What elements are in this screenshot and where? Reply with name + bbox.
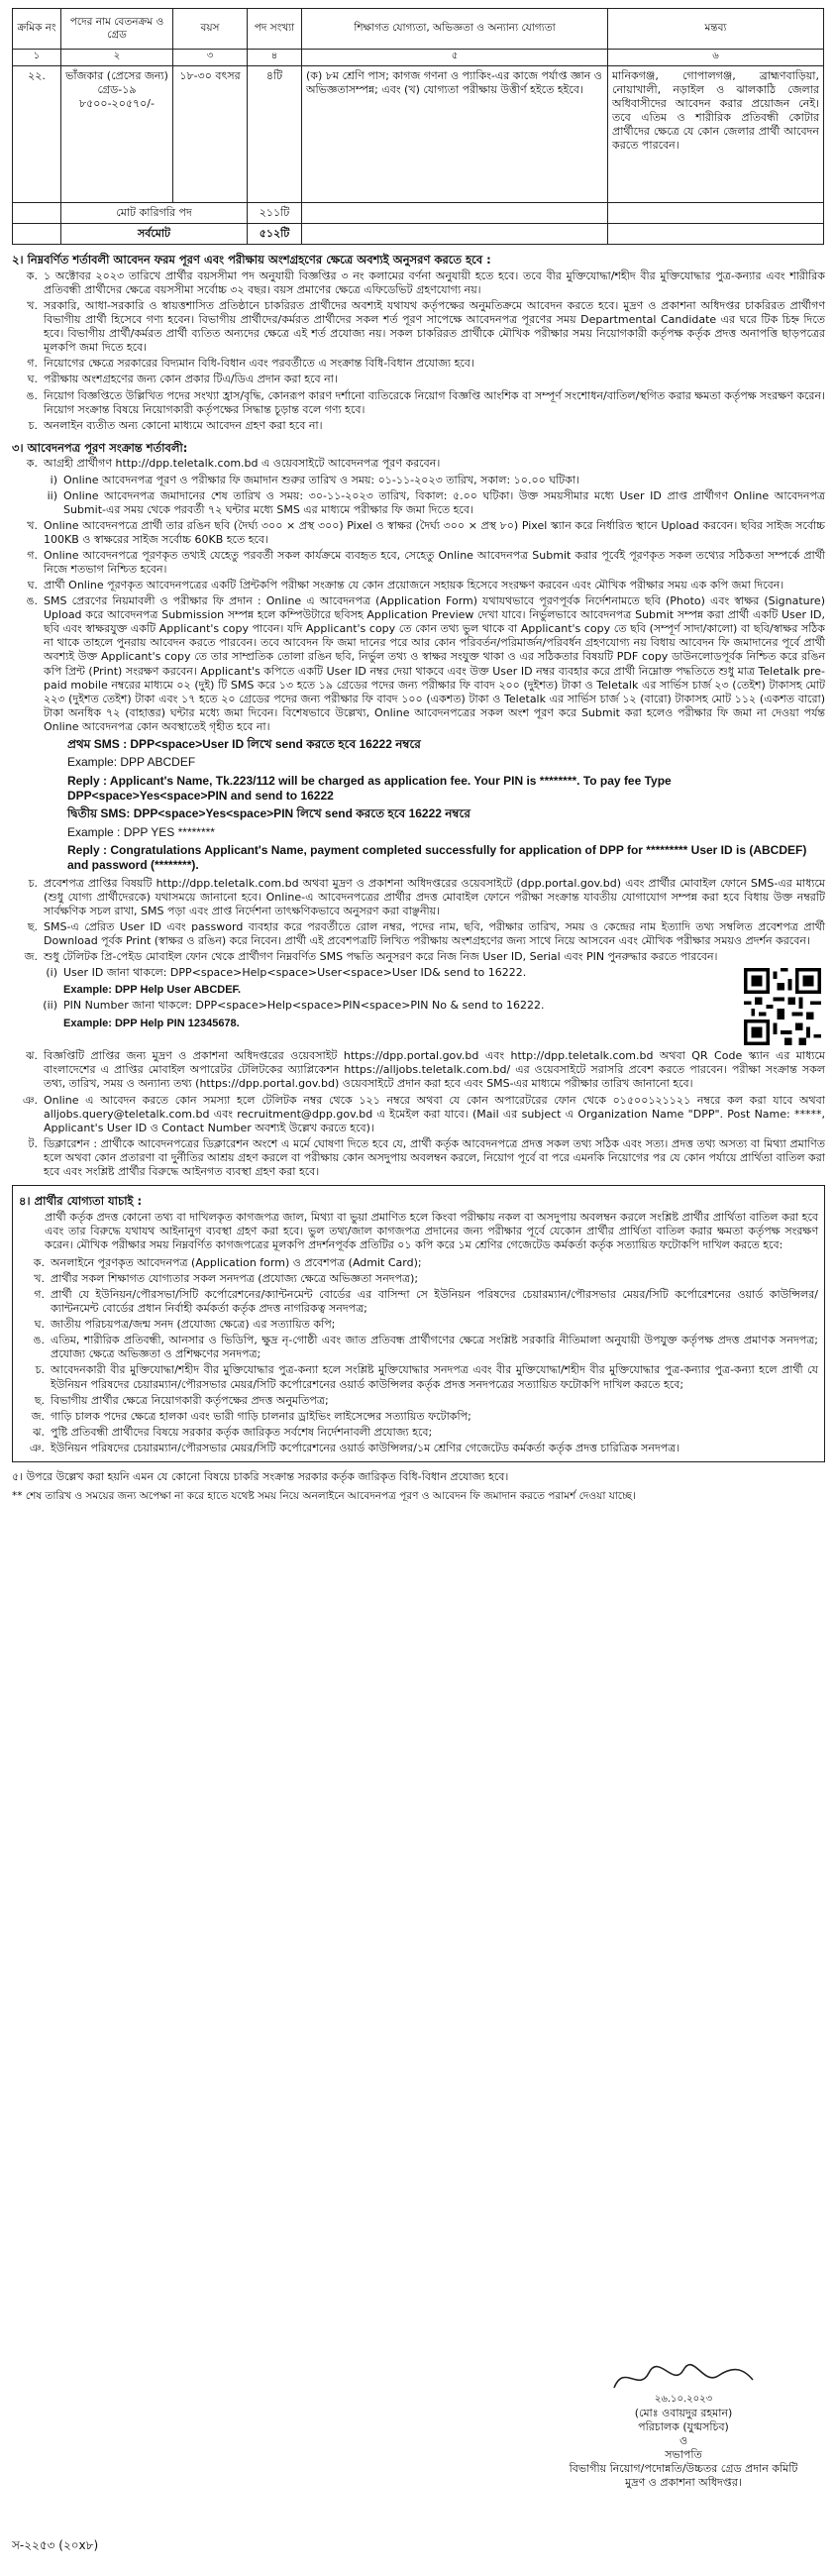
item-label: ঞ. bbox=[22, 1093, 38, 1107]
item-label: ঙ. bbox=[33, 1334, 45, 1347]
verification-intro: প্রার্থী কর্তৃক প্রদত্ত কোনো তথ্য বা দাখিলকৃত কাগজপত্র জাল, মিথ্যা বা ভুয়া প্রমাণিত হলে কিংবা পরীক্ষায় নকল বা অসদুপায় অবলম্বন করলে সংশ্লিষ্ট প্রার্থীর প্রার্থিতা বাতিল করা হবে এবং তার বিরুদ্ধে যথাযথ আইনানুগ ব্যবস্থা গ্রহণ করা হবে। ভুল তথ্য/জাল কাগজপত্র প্রদানের জন্য পরীক্ষার পূর্বে যেকোন প্রার্থীর প্রার্থিতা বাতিল করার ক্ষমতা কর্তৃপক্ষ সংরক্ষণ করেন। মৌখিক পরীক্ষার সময় নিম্নবর্ণিত কাগজপত্রের মূলকপি প্রদর্শনপূর্বক প্রতিটির ০১ কপি করে ১ম শ্রেণির গেজেটেড কর্মকর্তা কর্তৃক সত্যায়িত ফটোকপি দাখিল করতে হবে: bbox=[45, 1210, 818, 1251]
item-label: খ. bbox=[27, 299, 38, 313]
list-item: ক. আগ্রহী প্রার্থীগণ http://dpp.teletalk.com.bd এ ওয়েবসাইটে আবেদনপত্র পূরণ করবেন। bbox=[12, 457, 825, 471]
section-verification bbox=[12, 1185, 825, 1462]
item-text: Online এ আবেদন করতে কোন সমস্যা হলে টেলিটক নম্বর থেকে ১২১ নম্বরে অথবা যে কোন অপারেটরের ফোন থেকে ০১৫০০১২১১২১ নম্বরে কল করা যাবে অথবা alljobs.query@teletalk.com.bd এবং recruitment@dpp.gov.bd এ ইমেইল করা যাবে। (Mail এর subject এ Organization Name "DPP". Post Name: *****, Applicant's User ID ও Contact Number অবশ্যই উল্লেখ করতে হবে)। bbox=[44, 1093, 825, 1134]
item-text: এতিম, শারীরিক প্রতিবন্ধী, আনসার ও ভিডিপি, ক্ষুদ্র নৃ-গোষ্ঠী এবং জাত প্রতিবন্ধ প্রার্থীগণের ক্ষেত্রে সংশ্লিষ্ট সরকারি নীতিমালা অনুযায়ী উপযুক্ত কর্তৃপক্ষ প্রদত্ত প্রমাণক সনদপত্র; প্রযোজ্য ক্ষেত্রে অভিজ্ঞতা ও প্রশিক্ষণের সনদপত্র; bbox=[51, 1334, 818, 1361]
section-heading: ৪। প্রার্থীর যোগ্যতা যাচাই : bbox=[19, 1193, 143, 1208]
item-label: i) bbox=[50, 473, 57, 486]
age-limit: ১৮-৩০ বৎসর bbox=[173, 66, 248, 203]
list-item bbox=[19, 1272, 818, 1286]
item-text: SMS প্রেরণের নিয়মাবলী ও পরীক্ষার ফি প্রদান : Online এ আবেদনপত্র (Application Form) যথাযথভাবে পূরণপূর্বক নির্দেশনামতে ছবি (Photo) এবং স্বাক্ষর (Signature) Upload করে আবেদনপত্র Submission সম্পন্ন হলে কম্পিউটারে ছবিসহ Application Preview দেখা যাবে। নির্ভুলভাবে আবেদনপত্র Submit সম্পন্ন করা প্রার্থী একটি User ID, ছবি এবং স্বাক্ষরযুক্ত একটি Applicant's copy পাবেন। যদি Applicant's copy তে কোন তথ্য ভুল থাকে বা Applicant's copy তে ছবি (সম্পূর্ণ সাদা/কালো) বা ছবি/স্বাক্ষর সঠিক না থাকে তাহলে পুনরায় আবেদন করতে পারবেন। তবে আবেদন ফি জমা দানের পরে আর কোন পরিবর্তন/পরিমার্জন/পরিবর্ধন গ্রহণযোগ্য নয় বিধায় আবেদন ফি জমাদানের পূর্বে প্রার্থী অবশ্যই উক্ত Applicant's copy তে তার সাম্প্রতিক তোলা রঙিন ছবি, নির্ভুল তথ্য ও স্বাক্ষর সংযুক্ত থাকা ও এর সঠিকতার বিষয়টি PDF copy ডাউনলোডপূর্বক নিশ্চিত করে রঙিন কপি প্রিন্ট (Print) সংরক্ষণ করবেন। Applicant's কপিতে একটি User ID নম্বর দেয়া থাকবে এবং উক্ত User ID নম্বর ব্যবহার করে প্রার্থী নিম্নোক্ত পদ্ধতিতে শুধু মাত্র Teletalk pre-paid mobile নম্বরের মাধ্যমে ০২ (দুই) টি SMS করে ১৩ হতে ১৯ গ্রেডের পদের জন্য পরীক্ষার ফি বাবদ ২০০ (দুইশত) টাকা ও Teletalk এর সার্ভিস চার্জ ২৩ (তেইশ) টাকাসহ মোট ২২৩ (দুইশত তেইশ) টাকা এবং ১৭ হতে ২০ গ্রেডের পদের জন্য পরীক্ষার ফি বাবদ ১০০ (একশত) টাকা ও Teletalk এর সার্ভিস চার্জ ১২ (বারো) টাকাসহ মোট ১১২ (একশত বারো) টাকা অনধিক ৭২ (বাহাত্তর) ঘন্টার মধ্যে জমা দিবেন। বিশেষভাবে উল্লেখ্য, Online আবেদনপত্রের সকল অংশ পূরণ করে Submit করা হলেও পরীক্ষার ফি জমা না দেওয়া পর্যন্ত Online আবেদনপত্র কোন অবস্থাতেই গৃহীত হবে না। bbox=[44, 594, 825, 733]
item-text: SMS-এ প্রেরিত User ID এবং password ব্যবহার করে পরবর্তীতে রোল নম্বর, পদের নাম, ছবি, পরীক্ষার তারিখ, সময় ও কেন্দ্রের নাম ইত্যাদি তথ্য সম্বলিত প্রবেশপত্র প্রার্থী Download পূর্বক Print (স্বাক্ষর ও রঙিন) করে নিবেন। প্রার্থী এই প্রবেশপত্রটি লিখিত পরীক্ষায় অংশগ্রহণের জন্য সাথে নিয়ে আসবেন এবং মৌখিক পরীক্ষার সময়ও প্রদর্শন করবেন। bbox=[44, 920, 825, 948]
item-text: Online আবেদনপত্রে পূরণকৃত তথ্যই যেহেতু পরবর্তী সকল কার্যক্রমে ব্যবহৃত হবে, সেহেতু Online আবেদনপত্র Submit করার পূর্বেই পূরণকৃত সকল তথ্যের সঠিকতা সম্পর্কে প্রার্থী নিজে শতভাগ নিশ্চিত হবেন। bbox=[44, 548, 825, 576]
item-label: ঝ. bbox=[33, 1425, 45, 1439]
sms-instructions bbox=[12, 737, 825, 874]
item-label: চ. bbox=[28, 418, 38, 432]
list-item bbox=[12, 1049, 825, 1091]
table-header-row bbox=[13, 9, 824, 50]
item-text: প্রার্থী যে ইউনিয়ন/পৌরসভা/সিটি কর্পোরেশনের/ক্যান্টনমেন্ট বোর্ডের এর বাসিন্দা সে ইউনিয়ন পরিষদের চেয়ারম্যান/পৌরসভার মেয়র/সিটি কর্পোরেশনের ওয়ার্ড কাউন্সিলর/ক্যান্টনমেন্ট বোর্ডের প্রধান নির্বাহী কর্মকর্তা কর্তৃক প্রদত্ত নাগরিকত্ব সনদপত্র; bbox=[51, 1288, 818, 1316]
list-item bbox=[19, 1394, 818, 1408]
qualification: (ক) ৮ম শ্রেণি পাস; কাগজ গণনা ও প্যাকিং-এর কাজে পর্যাপ্ত জ্ঞান ও অভিজ্ঞতাসম্পন্ন; এবং (খ) যোগ্যতা পরীক্ষায় উত্তীর্ণ হইতে হইবে। bbox=[302, 66, 608, 203]
header-cell: বয়স bbox=[173, 9, 248, 50]
list-item bbox=[12, 999, 734, 1029]
item-label: ঘ. bbox=[34, 1318, 45, 1332]
item-text: সরকারি, আধা-সরকারি ও স্বায়ত্তশাসিত প্রতিষ্ঠানে চাকরিরত প্রার্থীদের অবশ্যই যথাযথ কর্তৃপক্ষের অনুমতিক্রমে আবেদন করতে হবে। মুদ্রণ ও প্রকাশনা অধিদপ্তর চাকরিরত প্রার্থীগণ বিভাগীয় প্রার্থী হিসেবে গণ্য হবেন। বিভাগীয় প্রার্থীদের/কর্মরত প্রার্থীদের সকল শর্ত পূরণ সাপেক্ষে আবেদনপত্র পূরণের সময় Departmental Candidate এর ঘরে টিক চিহ্ন দিতে হবে। বিভাগীয় প্রার্থী/কর্মরত প্রার্থী ব্যতিত অন্যদের ক্ষেত্রে এই শর্ত প্রযোজ্য নয়। সকল চাকরিরত প্রার্থীকে মৌখিক পরীক্ষার সময় নিয়োগকারী কর্তৃপক্ষ কর্তৃক প্রদত্ত অনাপত্তি ছাড়পত্রের মূলকপি জমা দিতে হবে। bbox=[44, 299, 825, 355]
item-label: ঞ. bbox=[29, 1441, 45, 1454]
item-text: নিয়োগের ক্ষেত্রে সরকারের বিদ্যমান বিধি-বিধান এবং পরবর্তীতে এ সংক্রান্ত বিধি-বিধান প্রযোজ্য হবে। bbox=[44, 357, 474, 371]
total-technical-label: মোট কারিগরি পদ bbox=[61, 203, 248, 224]
item-label: ছ. bbox=[34, 1393, 45, 1407]
department-name: মুদ্রণ ও প্রকাশনা অধিদপ্তর। bbox=[625, 2476, 742, 2490]
index-cell: ৫ bbox=[302, 50, 608, 66]
item-label: চ. bbox=[35, 1363, 45, 1377]
item-text: Online আবেদনপত্রে প্রার্থী তার রঙিন ছবি (দৈর্ঘ্য ৩০০ × প্রস্থ ৩০০) Pixel ও স্বাক্ষর (দৈর্ঘ্য ৩০০ × প্রস্থ ৮০) Pixel স্ক্যান করে নির্ধারিত স্থানে Upload করবেন। ছবির সাইজ সর্বোচ্চ 100KB ও স্বাক্ষরের সাইজ সর্বোচ্চ 60KB হতে হবে। bbox=[44, 518, 825, 546]
item-label: ঝ. bbox=[26, 1049, 38, 1063]
sms-line: Example: DPP ABCDEF bbox=[67, 755, 196, 770]
item-text: অনলাইন ব্যতীত অন্য কোনো মাধ্যমে আবেদন গ্রহণ করা হবে না। bbox=[44, 418, 323, 432]
list-item bbox=[12, 950, 825, 964]
item-label: ক. bbox=[26, 268, 38, 282]
recovery-block bbox=[12, 966, 825, 1047]
index-cell: ৪ bbox=[248, 50, 302, 66]
table-row bbox=[13, 66, 824, 203]
grand-total-label: সর্বমোট bbox=[61, 224, 248, 245]
list-item bbox=[19, 1256, 818, 1270]
item-text: ১ অক্টোবর ২০২৩ তারিখে প্রার্থীর বয়সসীমা পদ অনুযায়ী বিজ্ঞপ্তির ৩ নং কলামের বর্ণনা অনুযায়ী হতে হবে। তবে বীর মুক্তিযোদ্ধা/শহীদ বীর মুক্তিযোদ্ধার পুত্র-কন্যার এবং শারীরিক প্রতিবন্ধী প্রার্থীদের ক্ষেত্রে বয়সসীমা সর্বোচ্চ ৩২ বছর। বয়স প্রমাণের ক্ষেত্রে এফিডেভিট গ্রহণযোগ্য নয়। bbox=[44, 268, 825, 296]
list-item bbox=[12, 299, 825, 355]
header-cell: মন্তব্য bbox=[608, 9, 824, 50]
item-label: ঙ. bbox=[26, 594, 38, 608]
list-item bbox=[12, 579, 825, 592]
list-item bbox=[19, 1318, 818, 1332]
list-item bbox=[12, 389, 825, 417]
item-text: ডিক্লারেশন : প্রার্থীকে আবেদনপত্রের ডিক্লারেশন অংশে এ মর্মে ঘোষণা দিতে হবে যে, প্রার্থী কর্তৃক আবেদনপত্রে প্রদত্ত সকল তথ্য সঠিক এবং সত্য। প্রদত্ত তথ্য অসত্য বা মিথ্যা প্রমাণিত হলে অথবা কোন প্রতারণা বা দুর্নীতির আশ্রয় গ্রহণ করলে বা পরীক্ষায় কোন অসদুপায় অবলম্বন করলে, নিয়োগ পূর্বে বা পরে এমনকি নিয়োগের পর যে কোন পর্যায়ে প্রার্থিতা বাতিল করা হবে এবং সংশ্লিষ্ট প্রার্থীর বিরুদ্ধে আইনগত ব্যবস্থা গ্রহণ করা হবে। bbox=[44, 1136, 825, 1178]
sms-line: দ্বিতীয় SMS: DPP<space>Yes<space>PIN লিখে send করতে হবে 16222 নম্বরে bbox=[67, 806, 470, 821]
item-text: শুধু টেলিটক প্রি-পেইড মোবাইল ফোন থেকে প্রার্থীগণ নিম্নবর্ণিত SMS পদ্ধতি অনুসরণ করে নিজ নিজ User ID, Serial এবং PIN পুনরুদ্ধার করতে পারবেন। bbox=[44, 950, 718, 964]
header-cell: শিক্ষাগত যোগ্যতা, অভিজ্ঞতা ও অন্যান্য যোগ্যতা bbox=[302, 9, 608, 50]
list-item bbox=[12, 489, 825, 517]
advice-note: ** শেষ তারিখ ও সময়ের জন্য অপেক্ষা না করে হাতে যথেষ্ট সময় নিয়ে অনলাইনে আবেদনপত্র পূরণ ও আবেদন ফি জমাদান করতে পরামর্শ দেওয়া যাচ্ছে। bbox=[12, 1490, 636, 1503]
item-label: ঙ. bbox=[26, 388, 38, 402]
item-label: খ. bbox=[34, 1272, 45, 1286]
section-general: ৫। উপরে উল্লেখ করা হয়নি এমন যে কোনো বিষয়ে চাকরি সংক্রান্ত সরকার কর্তৃক জারিকৃত বিধি-বিধান প্রযোজ্য হবে। bbox=[12, 1469, 509, 1483]
notice-list bbox=[12, 1049, 825, 1179]
item-text: প্রার্থীর সকল শিক্ষাগত যোগ্যতার সকল সনদপত্র (প্রযোজ্য ক্ষেত্রে অভিজ্ঞতা সনদপত্র); bbox=[51, 1272, 419, 1286]
application-rules-list bbox=[12, 519, 825, 734]
item-label: খ. bbox=[27, 518, 38, 532]
item-label: (ii) bbox=[43, 999, 57, 1013]
item-text: আবেদনকারী বীর মুক্তিযোদ্ধা/শহীদ বীর মুক্তিযোদ্ধার পুত্র-কন্যা হলে সংশ্লিষ্ট মুক্তিযোদ্ধার সনদপত্র এবং বীর মুক্তিযোদ্ধা/শহীদ বীর মুক্তিযোদ্ধার পুত্র-কন্যার পুত্র-কন্যা হলে প্রার্থী যে ইউনিয়ন পরিষদের চেয়ারম্যান/পৌরসভার মেয়র/সিটি কর্পোরেশনের ওয়ার্ড কাউন্সিলর কর্তৃক প্রদত্ত সনদপত্রের সত্যায়িত ফটোকপি দাখিল করতে হবে; bbox=[51, 1363, 818, 1391]
conditions-list bbox=[12, 269, 825, 433]
list-item bbox=[12, 519, 825, 547]
example-text: Example: DPP Help PIN 12345678. bbox=[63, 1017, 240, 1029]
item-label: ক. bbox=[33, 1255, 45, 1269]
section-conditions bbox=[12, 253, 825, 433]
list-item bbox=[12, 269, 825, 297]
list-item bbox=[19, 1363, 818, 1391]
committee-name: বিভাগীয় নিয়োগ/পদোন্নতি/উচ্চতর গ্রেড প্রদান কমিটি bbox=[569, 2462, 798, 2476]
header-cell: পদ সংখ্যা bbox=[248, 9, 302, 50]
item-text: প্রার্থী Online পূরণকৃত আবেদনপত্রের একটি প্রিন্টকপি পরীক্ষা সংক্রান্ত যে কোন প্রয়োজনে সহায়ক হিসেবে সংরক্ষণ করবেন এবং মৌখিক পরীক্ষার সময় এক কপি জমা দিবেন। bbox=[44, 579, 784, 592]
list-item bbox=[12, 594, 825, 734]
section-heading: ২। নিম্নবর্ণিত শর্তাবলী আবেদন ফরম পূরণ এবং পরীক্ষায় অংশগ্রহণের ক্ষেত্রে অবশ্যই অনুসরণ করতে হবে : bbox=[12, 253, 491, 268]
item-text: জাতীয় পরিচয়পত্র/জন্ম সনদ (প্রযোজ্য ক্ষেত্রে) এর সত্যায়িত কপি; bbox=[51, 1318, 336, 1332]
item-text: User ID জানা থাকলে: DPP<space>Help<space>User<space>User ID& send to 16222. bbox=[63, 966, 527, 980]
section-heading: ৩। আবেদনপত্র পূরণ সংক্রান্ত শর্তাবলী: bbox=[12, 440, 188, 455]
list-item bbox=[12, 474, 825, 487]
list-item bbox=[12, 920, 825, 948]
sms-line: Reply : Congratulations Applicant's Name, payment completed successfully for application of DPP for ********* User ID is (ABCDEF) and password (********). bbox=[67, 843, 807, 873]
index-cell: ১ bbox=[13, 50, 61, 66]
total-technical-row bbox=[13, 203, 824, 224]
item-text: বিভাগীয় প্রার্থীর ক্ষেত্রে নিয়োগকারী কর্তৃপক্ষের প্রদত্ত অনুমতিপত্র; bbox=[51, 1393, 329, 1407]
item-text: PIN Number জানা থাকলে: DPP<space>Help<space>PIN<space>PIN No & send to 16222. bbox=[63, 999, 545, 1013]
item-label: চ. bbox=[28, 876, 38, 890]
item-label: ঘ. bbox=[27, 579, 38, 592]
list-item bbox=[19, 1410, 818, 1424]
item-label: ছ. bbox=[27, 920, 38, 934]
signature-date: ২৬.১০.২০২৩ bbox=[654, 2394, 713, 2406]
list-item bbox=[12, 373, 825, 386]
sms-line: প্রথম SMS : DPP<space>User ID লিখে send করতে হবে 16222 নম্বরে bbox=[67, 736, 421, 751]
item-text: নিয়োগ বিজ্ঞপ্তিতে উল্লিখিত পদের সংখ্যা হ্রাস/বৃদ্ধি, কোনরূপ কারণ দর্শানো ব্যতিরেকে নিয়োগ বিজ্ঞপ্তি আংশিক বা সম্পূর্ণ সংশোধন/বাতিল/স্থগিত করার ক্ষমতা কর্তৃপক্ষ সংরক্ষণ করেন। নিয়োগ সংক্রান্ত বিষয়ে নিয়োগকারী কর্তৃপক্ষের সিদ্ধান্ত চূড়ান্ত বলে গণ্য হবে। bbox=[44, 388, 825, 416]
recover-list bbox=[12, 966, 825, 1029]
post-count: ৪টি bbox=[248, 66, 302, 203]
list-item bbox=[12, 966, 734, 997]
item-label: ঘ. bbox=[27, 373, 38, 386]
list-item bbox=[12, 1137, 825, 1179]
item-label: জ. bbox=[24, 950, 38, 964]
item-text: Online আবেদনপত্র পূরণ ও পরীক্ষার ফি জমাদান শুরুর তারিখ ও সময়: ০১-১১-২০২৩ তারিখ, সকাল: ১০.০০ ঘটিকা। bbox=[63, 473, 579, 486]
item-text: ইউনিয়ন পরিষদের চেয়ারম্যান/পৌরসভার মেয়র/সিটি কর্পোরেশনের ওয়ার্ড কাউন্সিলর/১ম শ্রেণির গেজেটেড কর্মকর্তা কর্তৃক প্রদত্ত চারিত্রিক সনদপত্র। bbox=[51, 1441, 680, 1454]
post-table bbox=[12, 8, 824, 245]
signature-block bbox=[555, 2358, 812, 2490]
item-label: জ. bbox=[31, 1409, 45, 1423]
example-text: Example: DPP Help User ABCDEF. bbox=[63, 984, 242, 997]
item-text: পরীক্ষায় অংশগ্রহণের জন্য কোন প্রকার টিএ/ডিএ প্রদান করা হবে না। bbox=[44, 373, 338, 386]
application-website-text: আগ্রহী প্রার্থীগণ http://dpp.teletalk.com.bd এ ওয়েবসাইটে আবেদনপত্র পূরণ করবেন। bbox=[44, 457, 441, 471]
index-cell: ২ bbox=[61, 50, 173, 66]
list-item bbox=[19, 1288, 818, 1316]
list-item bbox=[12, 877, 825, 918]
item-text: প্রবেশপত্র প্রাপ্তির বিষয়টি http://dpp.teletalk.com.bd অথবা মুদ্রণ ও প্রকাশনা অধিদপ্তরের ওয়েবসাইটে (dpp.portal.gov.bd) এবং প্রার্থীর মোবাইল ফোনে SMS-এর মাধ্যমে (শুধু যোগ্য প্রার্থীদেরকে) যথাসময়ে জানানো হবে। Online-এ আবেদনপত্রের প্রার্থীর প্রদত্ত মোবাইল ফোনে পরীক্ষা সংক্রান্ত যাবতীয় যোগাযোগ সম্পন্ন করা হবে বিধায় উক্ত নম্বরটি সার্বক্ষণিক সচল রাখা, SMS পড়া এবং প্রাপ্ত নির্দেশনা তাৎক্ষণিকভাবে অনুসরণ করা বাঞ্ছনীয়। bbox=[44, 876, 825, 917]
item-text: পুষ্টি প্রতিবন্ধী প্রার্থীদের বিষয়ে সরকার কর্তৃক জারিকৃত সর্বশেষ নির্দেশনাবলী প্রযোজ্য হবে; bbox=[51, 1425, 433, 1439]
list-item bbox=[12, 549, 825, 577]
item-label: গ. bbox=[27, 548, 38, 562]
index-cell: ৬ bbox=[608, 50, 824, 66]
index-cell: ৩ bbox=[173, 50, 248, 66]
grand-total-row bbox=[13, 224, 824, 245]
grand-total-value: ৫১২টি bbox=[248, 224, 302, 245]
total-technical-value: ২১১টি bbox=[248, 203, 302, 224]
connector: ও bbox=[678, 2434, 688, 2448]
item-label: ট. bbox=[28, 1136, 38, 1150]
footer-code: স-২২৫৩ (২০x৮) bbox=[12, 2538, 99, 2552]
date-list bbox=[12, 474, 825, 517]
header-cell: ক্রমিক নং bbox=[13, 9, 61, 50]
sms-line: Reply : Applicant's Name, Tk.223/112 will be charged as application fee. Your PIN is ********. To pay fee Type DPP<space>Yes<space>PIN and send to 16222 bbox=[67, 773, 672, 804]
list-item bbox=[12, 357, 825, 371]
item-text: অনলাইনে পূরণকৃত আবেদনপত্র (Application form) ও প্রবেশপত্র (Admit Card); bbox=[51, 1255, 422, 1269]
list-item bbox=[12, 419, 825, 433]
officer-title: পরিচালক (যুগ্মসচিব) bbox=[638, 2419, 729, 2433]
document-list bbox=[19, 1256, 818, 1455]
qr-code-icon bbox=[744, 968, 821, 1045]
item-text: Online আবেদনপত্র জমাদানের শেষ তারিখ ও সময়: ৩০-১১-২০২৩ তারিখ, বিকাল: ৫.০০ ঘটিকা। উক্ত সময়সীমার মধ্যে User ID প্রাপ্ত প্রার্থীগণ Online আবেদনপত্র Submit-এর সময় থেকে পরবর্তী ৭২ ঘন্টার মধ্যে SMS এর মাধ্যমে পরীক্ষার ফি জমা দিতে হবে। bbox=[63, 488, 825, 516]
header-cell: পদের নাম বেতনক্রম ও গ্রেড bbox=[61, 9, 173, 50]
item-text: বিজ্ঞপ্তিটি প্রাপ্তির জন্য মুদ্রণ ও প্রকাশনা অধিদপ্তরের ওয়েবসাইট https://dpp.portal.gov.bd এবং http://dpp.teletalk.com.bd অথবা QR Code স্ক্যান এর মাধ্যমে বাংলাদেশের এ প্রাপ্তির মোবাইল অপারেটর টেলিটকের অ্যাপ্লিকেশন https://alljobs.teletalk.com.bd/ এর ওয়েবসাইটে সরাসরি প্রবেশ করতে পারবেন। পরীক্ষা সংক্রান্ত সকল তথ্য, তারিখ, সময় ও অন্যান্য তথ্য (https://dpp.portal.gov.bd) ওয়েবসাইটে প্রদান করা হবে এবং SMS-এর মাধ্যমে পরীক্ষার তারিখ জানানো হবে। bbox=[44, 1049, 825, 1091]
item-label: গ. bbox=[27, 357, 38, 371]
officer-name: (মোঃ ওবায়দুর রহমান) bbox=[634, 2406, 733, 2419]
item-text: গাড়ি চালক পদের ক্ষেত্রে হালকা এবং ভারী গাড়ি চালনার ড্রাইভিং লাইসেন্সের সত্যায়িত ফটোকপি; bbox=[51, 1409, 471, 1423]
section-application bbox=[12, 441, 825, 1179]
item-label: (i) bbox=[46, 966, 57, 980]
list-item bbox=[12, 1094, 825, 1135]
sms-line: Example : DPP YES ******** bbox=[67, 824, 215, 839]
officer-role: সভাপতি bbox=[665, 2448, 702, 2462]
post-name: ভাঁজকার (প্রেসের জন্য) গ্রেড-১৯ ৮৫০০-২০৫৭০/- bbox=[61, 66, 173, 203]
row-number: ২২. bbox=[13, 66, 61, 203]
admit-card-list bbox=[12, 877, 825, 964]
list-item bbox=[19, 1426, 818, 1440]
table-index-row bbox=[13, 50, 824, 66]
list-item bbox=[19, 1334, 818, 1361]
item-label: গ. bbox=[34, 1288, 45, 1302]
remark: মানিকগঞ্জ, গোপালগঞ্জ, ব্রাহ্মণবাড়িয়া, নোয়াখালী, নড়াইল ও ঝালকাঠি জেলার অধিবাসীদের আবেদন করার প্রয়োজন নেই। তবে এতিম ও শারীরিক প্রতিবন্ধী কোটার প্রার্থীদের ক্ষেত্রে যে কোন জেলার প্রার্থী আবেদন করতে পারবেন। bbox=[608, 66, 824, 203]
list-item bbox=[19, 1442, 818, 1455]
item-label: ii) bbox=[47, 488, 57, 502]
signature-scrawl-icon bbox=[604, 2358, 763, 2398]
